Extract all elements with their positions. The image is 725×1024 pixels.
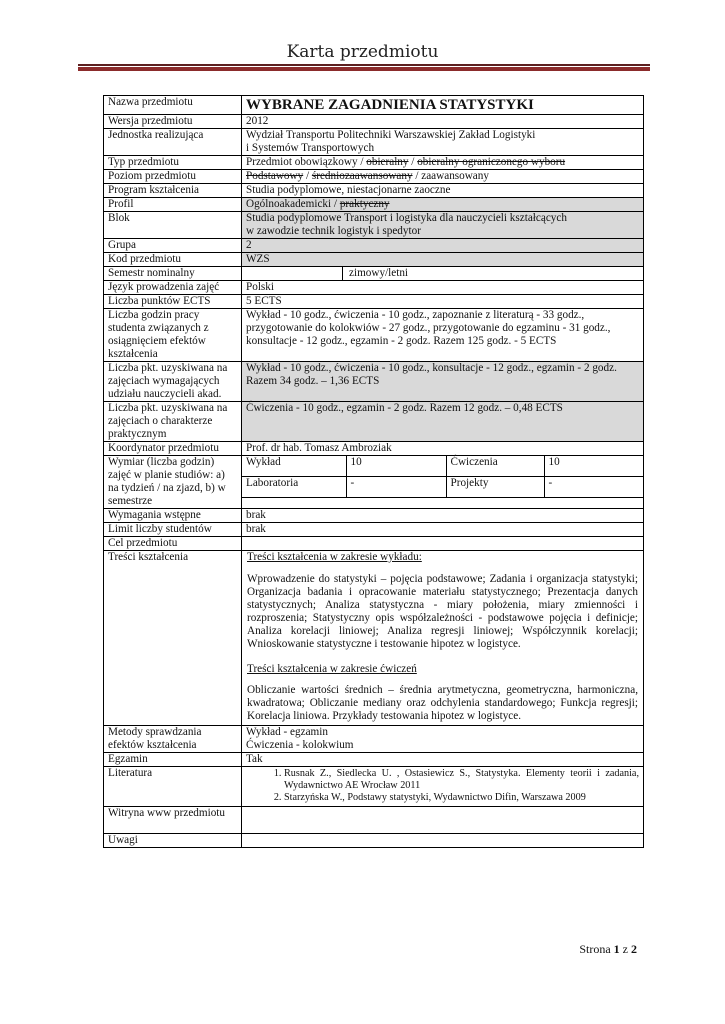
typ-option-obowiazkowy: Przedmiot obowiązkowy xyxy=(246,156,358,168)
blok-line2: w zawodzie technik logistyk i spedytor xyxy=(246,225,421,237)
value-tresci xyxy=(242,551,644,726)
footer-mid: z xyxy=(619,942,631,956)
typ-option-ograniczony: obieralny ograniczonego wyboru xyxy=(417,156,566,168)
value-blok xyxy=(242,212,644,239)
profil-option-ogolnoakademicki: Ogólnoakademicki xyxy=(246,198,332,210)
wymiar-grid xyxy=(242,456,643,508)
typ-separator: / xyxy=(357,156,367,168)
label-metody: Metody sprawdzania efektów kształcenia xyxy=(104,726,242,753)
value-poziom xyxy=(242,170,644,184)
typ-separator: / xyxy=(408,156,418,168)
value-kod: WZS xyxy=(242,253,644,267)
jednostka-line2: i Systemów Transportowych xyxy=(246,142,375,154)
value-egzamin: Tak xyxy=(242,753,644,767)
label-jednostka: Jednostka realizująca xyxy=(104,129,242,156)
label-blok: Blok xyxy=(104,212,242,239)
wymiar-cwiczenia-value: 10 xyxy=(544,456,643,477)
row-blok xyxy=(104,212,644,239)
course-card-table xyxy=(103,95,644,848)
header-rule-thin xyxy=(78,64,650,66)
row-jednostka xyxy=(104,129,644,156)
row-limit xyxy=(104,523,644,537)
label-egzamin: Egzamin xyxy=(104,753,242,767)
row-koordynator xyxy=(104,442,644,456)
label-wymagania: Wymagania wstępne xyxy=(104,509,242,523)
value-uwagi xyxy=(242,834,644,848)
row-literatura xyxy=(104,767,644,807)
row-wymagania xyxy=(104,509,644,523)
poziom-separator: / xyxy=(303,170,312,182)
typ-option-obieralny: obieralny xyxy=(366,156,409,168)
label-grupa: Grupa xyxy=(104,239,242,253)
value-wymiar xyxy=(242,456,644,509)
footer-page-number: 1 xyxy=(613,942,620,956)
value-semestr-cell xyxy=(242,267,644,281)
literatura-item: 2. Starzyńska W., Podstawy statystyki, Wydawnictwo Difin, Warszawa 2009 xyxy=(284,792,639,804)
row-nazwa xyxy=(104,96,644,115)
value-program: Studia podyplomowe, niestacjonarne zaoczne xyxy=(242,184,644,198)
label-wymiar: Wymiar (liczba godzin) zajęć w planie studiów: a) na tydzień / na zjazd, b) w semestrze xyxy=(104,456,242,509)
row-wymiar xyxy=(104,456,644,509)
wymiar-projekty-label: Projekty xyxy=(446,477,544,498)
metody-line1: Wykład - egzamin xyxy=(246,726,328,738)
label-literatura: Literatura xyxy=(104,767,242,807)
value-pkt-nauczyciel: Wykład - 10 godz., ćwiczenia - 10 godz., konsultacje - 12 godz., egzamin - 2 godz. Razem 34 godz. – 1,36 ECTS xyxy=(242,362,644,402)
value-pkt-praktyczne: Ćwiczenia - 10 godz., egzamin - 2 godz. Razem 12 godz. – 0,48 ECTS xyxy=(242,402,644,442)
label-typ: Typ przedmiotu xyxy=(104,156,242,170)
label-nazwa: Nazwa przedmiotu xyxy=(104,96,242,115)
row-program xyxy=(104,184,644,198)
label-semestr: Semestr nominalny xyxy=(104,267,242,281)
value-wersja: 2012 xyxy=(242,115,644,129)
row-tresci xyxy=(104,551,644,726)
profil-separator: / xyxy=(331,198,340,210)
row-pkt-praktyczne xyxy=(104,402,644,442)
label-koordynator: Koordynator przedmiotu xyxy=(104,442,242,456)
value-typ xyxy=(242,156,644,170)
row-metody xyxy=(104,726,644,753)
label-pkt-praktyczne: Liczba pkt. uzyskiwana na zajęciach o charakterze praktycznym xyxy=(104,402,242,442)
row-poziom xyxy=(104,170,644,184)
poziom-option-zaawansowany: zaawansowany xyxy=(421,170,489,182)
tresci-cwiczenia-title: Treści kształcenia w zakresie ćwiczeń xyxy=(247,663,417,675)
literatura-list xyxy=(246,768,639,804)
value-profil xyxy=(242,198,644,212)
label-kod: Kod przedmiotu xyxy=(104,253,242,267)
header-rule-thick xyxy=(78,67,650,71)
label-poziom: Poziom przedmiotu xyxy=(104,170,242,184)
metody-line2: Ćwiczenia - kolokwium xyxy=(246,739,354,751)
value-grupa: 2 xyxy=(242,239,644,253)
row-wersja xyxy=(104,115,644,129)
row-jezyk xyxy=(104,281,644,295)
tresci-cwiczenia-text: Obliczanie wartości średnich – średnia arytmetyczna, geometryczna, harmoniczna, kwadratowa; Obliczanie mediany oraz odchylenia standardowego; Funkcja regresji; Korelacja liniowa. Przykłady testowania hipotez w logistyce. xyxy=(247,684,638,722)
label-ects: Liczba punktów ECTS xyxy=(104,295,242,309)
value-godziny: Wykład - 10 godz., ćwiczenia - 10 godz., zapoznanie z literaturą - 33 godz., przygotowanie do kolokwiów - 27 godz., przygotowanie do egzaminu - 31 godz., konsultacje - 12 godz., egzamin - 2 godz. Razem 125 godz. - 5 ECTS xyxy=(242,309,644,362)
poziom-option-podstawowy: Podstawowy xyxy=(246,170,304,182)
label-witryna: Witryna www przedmiotu xyxy=(104,807,242,834)
label-godziny: Liczba godzin pracy studenta związanych z osiągnięciem efektów kształcenia xyxy=(104,309,242,362)
value-metody xyxy=(242,726,644,753)
value-cel xyxy=(242,537,644,551)
row-cel xyxy=(104,537,644,551)
label-profil: Profil xyxy=(104,198,242,212)
wymiar-projekty-value: - xyxy=(544,477,643,498)
footer-prefix: Strona xyxy=(579,942,614,956)
wymiar-wyklad-label: Wykład xyxy=(242,456,346,477)
label-cel: Cel przedmiotu xyxy=(104,537,242,551)
value-koordynator: Prof. dr hab. Tomasz Ambroziak xyxy=(242,442,644,456)
wymiar-laboratoria-label: Laboratoria xyxy=(242,477,346,498)
row-ects xyxy=(104,295,644,309)
poziom-option-sredni: średniozaawansowany xyxy=(311,170,413,182)
row-witryna xyxy=(104,807,644,834)
value-jezyk: Polski xyxy=(242,281,644,295)
page-header-title: Karta przedmiotu xyxy=(286,42,439,62)
page-footer xyxy=(579,942,637,957)
value-limit: brak xyxy=(242,523,644,537)
label-jezyk: Język prowadzenia zajęć xyxy=(104,281,242,295)
value-ects: 5 ECTS xyxy=(242,295,644,309)
label-tresci: Treści kształcenia xyxy=(104,551,242,726)
row-uwagi xyxy=(104,834,644,848)
value-wymagania: brak xyxy=(242,509,644,523)
label-pkt-nauczyciel: Liczba pkt. uzyskiwana na zajęciach wymagających udziału nauczycieli akad. xyxy=(104,362,242,402)
profil-option-praktyczny: praktyczny xyxy=(339,198,390,210)
row-typ xyxy=(104,156,644,170)
wymiar-cwiczenia-label: Ćwiczenia xyxy=(446,456,544,477)
row-profil xyxy=(104,198,644,212)
label-program: Program kształcenia xyxy=(104,184,242,198)
tresci-wyklad-text: Wprowadzenie do statystyki – pojęcia podstawowe; Zadania i organizacja statystyki; Organizacja badania i opracowanie materiału statystycznego; Prezentacja danych statystycznych; Analiza statystyczna - miary położenia, miary zmienności i rozproszenia; Statystyczny opis współzależności - podstawowe pojęcia i definicje; Analiza korelacji liniowej; Analiza regresji liniowej; Współczynnik korelacji; Wnioskowanie statystyczne i testowanie hipotez w logistyce. xyxy=(247,573,638,650)
row-godziny xyxy=(104,309,644,362)
literatura-item: 1. Rusnak Z., Siedlecka U. , Ostasiewicz S., Statystyka. Elementy teorii i zadania, Wydawnictwo AE Wrocław 2011 xyxy=(284,768,639,792)
blok-line1: Studia podyplomowe Transport i logistyka dla nauczycieli kształcących xyxy=(246,212,567,224)
jednostka-line1: Wydział Transportu Politechniki Warszawskiej Zakład Logistyki xyxy=(246,129,536,141)
value-semestr: zimowy/letni xyxy=(349,267,409,279)
footer-page-total: 2 xyxy=(631,942,637,956)
row-kod xyxy=(104,253,644,267)
row-semestr xyxy=(104,267,644,281)
value-literatura xyxy=(242,767,644,807)
row-egzamin xyxy=(104,753,644,767)
label-uwagi: Uwagi xyxy=(104,834,242,848)
wymiar-wyklad-value: 10 xyxy=(346,456,446,477)
label-limit: Limit liczby studentów xyxy=(104,523,242,537)
row-pkt-nauczyciel xyxy=(104,362,644,402)
label-wersja: Wersja przedmiotu xyxy=(104,115,242,129)
value-witryna xyxy=(242,807,644,834)
wymiar-laboratoria-value: - xyxy=(346,477,446,498)
value-jednostka xyxy=(242,129,644,156)
row-grupa xyxy=(104,239,644,253)
tresci-wyklad-title: Treści kształcenia w zakresie wykładu: xyxy=(247,551,422,563)
value-nazwa: WYBRANE ZAGADNIENIA STATYSTYKI xyxy=(242,96,644,115)
poziom-separator: / xyxy=(412,170,422,182)
